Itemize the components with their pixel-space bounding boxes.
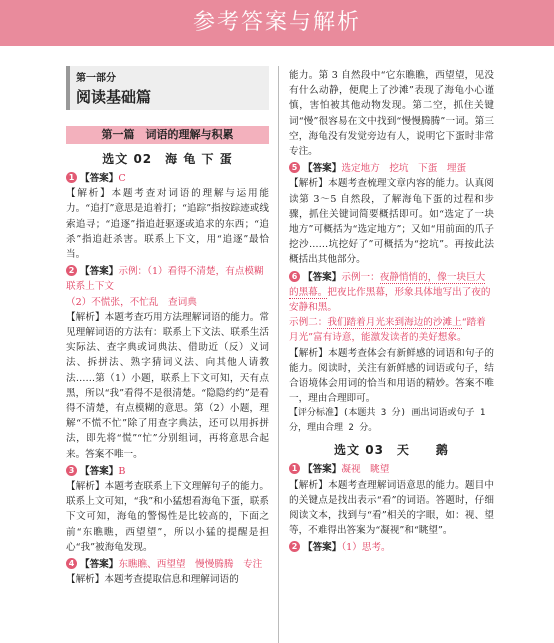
example-1-sentence: 夜静悄悄的，像一块巨大的黑幕。: [289, 271, 486, 298]
column-divider: [278, 66, 279, 643]
lesson-title-2: 选文 03 天 鹅: [334, 443, 449, 458]
answer-label: 【答案】: [80, 266, 119, 278]
answer-text: （1）思考。: [341, 542, 391, 554]
explanation-text: 【解析】本题考查联系上下文理解句子的能力。联系上文可知，“我”和小猛想看海龟下蛋，联系下文可知，海龟的警惕性是比较高的，下面之前“东瞧瞧，西望望”，所以小猛的提醒是担心“我”被海龟发现。: [66, 481, 269, 553]
answer-item-r1: [289, 462, 494, 538]
part-heading: [66, 66, 269, 110]
page-banner: 参考答案与解析: [0, 0, 554, 46]
answer-text: 凝视 眺望: [341, 464, 390, 476]
explanation-text: 【解析】本题考查梳理文章内容的能力。认真阅读第 3～5 自然段，了解海龟下蛋的过程和步骤，抓住关键词简要概括即可。如“选定了一块地方”可概括为“选定地方”；又如“用前面的爪子挖沙……坑挖好了”可概括为“挖坑”。再按此法概括出其他部分。: [289, 178, 494, 266]
example-2-reason: “踏着月光”富有诗意，能激发读者的美好想象。: [289, 317, 486, 344]
answer-label: 【答案】: [303, 464, 342, 476]
explanation-text: 【解析】本题考查理解词语意思的能力。题目中的关键点是找出表示“看”的词语。答题时，仔细阅读文本，找到与“看”相关的字眼，如：视、望等，不难得出答案为“凝视”和“眺望”。: [289, 479, 494, 537]
answer-label: 【答案】: [80, 173, 119, 184]
part-title: 阅读基础篇: [76, 88, 152, 106]
answer-item-2: [66, 264, 274, 462]
explanation-text: 【解析】本题考查对词语的理解与运用能力。“追打”意思是追着打；“追踪”指按踪迹或线索追寻；“追逐”指追赶驱逐或追求的东西；“追杀”指追赶杀害。联系上下文，用“追逐”最恰当。: [66, 188, 269, 261]
number-circle-icon: 4: [66, 558, 77, 569]
answer-label: 【答案】: [303, 271, 342, 283]
answer-text: C: [118, 173, 126, 184]
answer-item-5: [289, 161, 494, 267]
answer-item-1: [66, 171, 269, 262]
answer-label: 【答案】: [80, 465, 119, 477]
example-1-label: 示例一：: [341, 271, 380, 283]
section-heading: 第一篇 词语的理解与积累: [66, 126, 269, 144]
left-column: [66, 66, 274, 587]
answer-item-3: [66, 464, 269, 555]
example-1-reason: 把夜比作黑幕，形象具体地写出了夜的安静和黑。: [289, 286, 491, 314]
continued-explanation: 能力。第 3 自然段中“它东瞧瞧，西望望，见没有什么动静，便爬上了沙滩”表现了海龟小心谨慎，害怕被其他动物发现。第二空，抓住关键词“慢”很容易在文中找到“慢慢腾腾”一词。第三空，海龟没有发觉旁边有人，说明它下蛋时非常专注。: [289, 70, 494, 158]
answer-text: 示例：（1）看得不清楚，有点模糊 联系上下文: [66, 266, 274, 293]
number-circle-icon: 1: [289, 463, 300, 474]
answer-item-4: [66, 557, 269, 587]
number-circle-icon: 1: [66, 172, 77, 183]
answer-text: 东瞧瞧、西望望 慢慢腾腾 专注: [118, 559, 263, 571]
explanation-text: 【解析】本题考查提取信息和理解词语的: [66, 574, 239, 586]
answer-label: 【答案】: [303, 163, 342, 175]
lesson-title: 选文 02 海 龟 下 蛋: [102, 152, 233, 166]
example-2-sentence: 我们踏着月光来到海边的沙滩上: [327, 317, 462, 329]
answer-label: 【答案】: [303, 542, 342, 554]
number-circle-icon: 2: [66, 265, 77, 276]
explanation-text: 【解析】本题考查体会有新鲜感的词语和句子的能力。阅读时，关注有新鲜感的词语或句子，结合语境体会用词的恰当和用语的精妙。答案不唯一，理由合理即可。: [289, 347, 494, 405]
answer-label: 【答案】: [80, 559, 119, 571]
part-number: 第一部分: [76, 73, 116, 84]
number-circle-icon: 5: [289, 162, 300, 173]
number-circle-icon: 3: [66, 465, 77, 476]
number-circle-icon: 6: [289, 271, 300, 282]
answer-item-r2: [289, 540, 494, 555]
right-column: [289, 66, 494, 556]
answer-item-6: [289, 270, 494, 436]
scoring-standard: 【评分标准】(本题共 3 分) 画出词语或句子 1 分，理由合理 2 分。: [289, 408, 486, 433]
answer-text: 选定地方 挖坑 下蛋 埋蛋: [341, 163, 467, 175]
explanation-text: 【解析】本题考查巧用方法理解词语的能力。常见理解词语的方法有：联系上下文法、联系生活实际法、查字典或词典法、借助近（反）义词法、拆拼法、熟字猜词义法、向其他人请教法……第（1）小题，联系上下文可知，天有点黑，所以“我”看得不是很清楚。“隐隐约约”是看得不清楚，有点模糊的意思。第（2）小题，理解“不慌不忙”除了用查字典法，还可以用拆拼法，即先将“慌”“忙”分别组词，再将意思合起来。答案不唯一。: [66, 311, 269, 460]
answer-text: B: [118, 465, 126, 477]
example-2-label: 示例二：: [289, 317, 328, 329]
answer-text-2: （2）不慌张，不忙乱 查词典: [66, 296, 197, 308]
number-circle-icon: 2: [289, 541, 300, 552]
